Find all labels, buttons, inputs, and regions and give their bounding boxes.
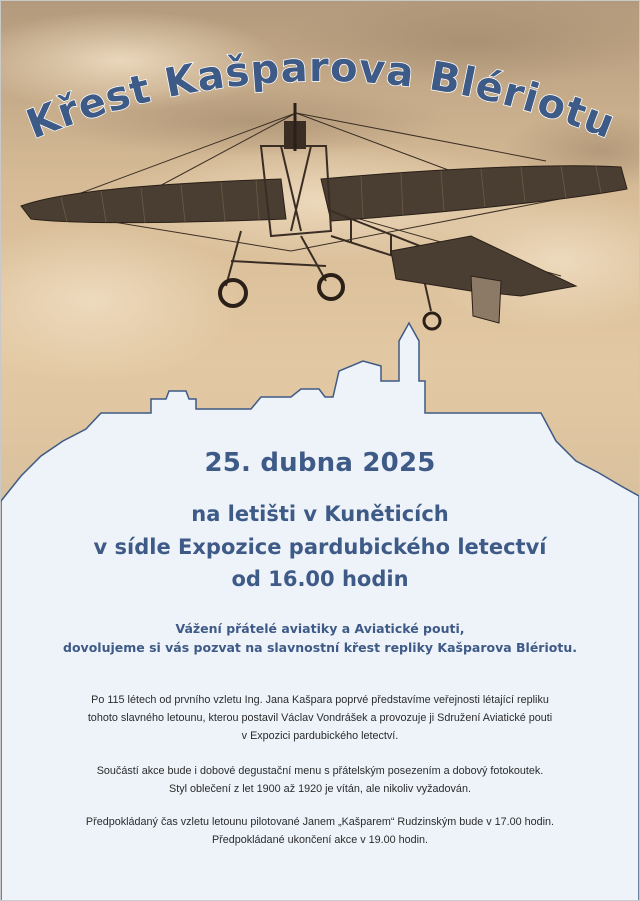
paragraph-1-line: Po 115 létech od prvního vzletu Ing. Jana Kašpara poprvé představíme veřejnosti létající repliku: [91, 694, 549, 706]
poster-title: [1, 1, 639, 171]
paragraph-1-line: v Expozici pardubického letectví.: [241, 730, 399, 742]
greeting-line-2: dovolujeme si vás pozvat na slavnostní křest repliky Kašparova Blériotu.: [63, 640, 577, 655]
event-time: od 16.00 hodin: [231, 567, 409, 591]
location-line-1: na letišti v Kuněticích: [191, 502, 449, 526]
paragraph-1-line: tohoto slavného letounu, kterou postavil Václav Vondrášek a provozuje ji Sdružení Aviatické pouti: [87, 712, 553, 724]
event-date: 25. dubna 2025: [204, 448, 436, 478]
paragraph-2-line: Styl oblečení z let 1900 až 1920 je vítán, ale nikoliv vyžadován.: [169, 783, 471, 795]
svg-text:Křest Kašparova Blériotu: [21, 45, 622, 148]
castle-silhouette: [1, 301, 639, 901]
title-text: Křest Kašparova Blériotu: [20, 44, 622, 149]
paragraph-2-line: Součástí akce bude i dobové degustační menu s přátelským posezením a dobový fotokoutek.: [96, 765, 544, 777]
greeting-line-1: Vážení přátelé aviatiky a Aviatické pouti,: [175, 621, 465, 636]
paragraph-3-line: Předpokládané ukončení akce v 19.00 hodin.: [211, 834, 429, 846]
paragraph-3-line: Předpokládaný čas vzletu letounu pilotované Janem „Kašparem“ Rudzinským bude v 17.00 hodin.: [85, 816, 555, 828]
location-line-2: v sídle Expozice pardubického letectví: [93, 535, 547, 559]
